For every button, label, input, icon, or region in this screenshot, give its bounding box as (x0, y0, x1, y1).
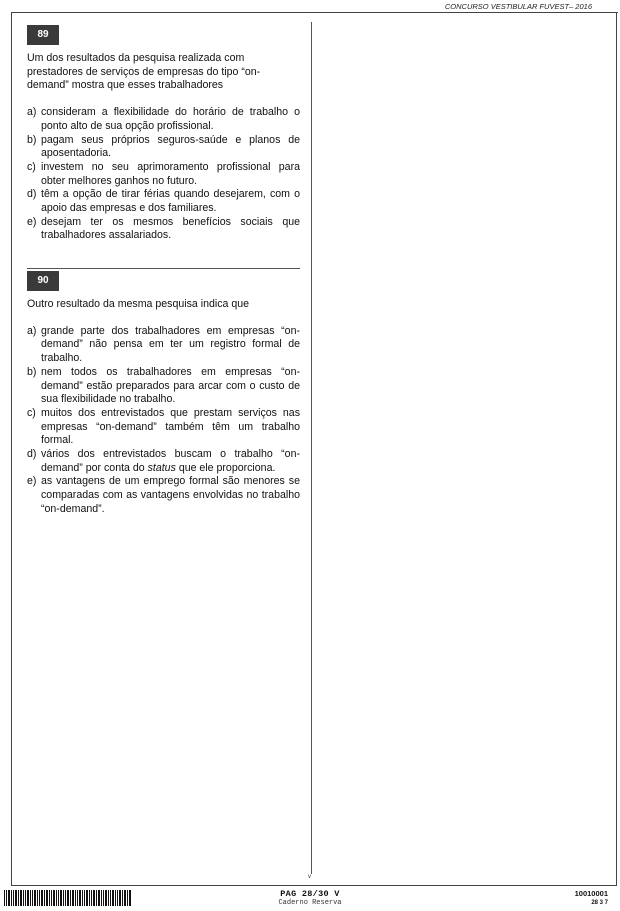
option-text: nem todos os trabalhadores em empresas “on-demand” estão preparados para arcar com o custo de sua flexibilidade no trabalho. (41, 365, 300, 406)
option-text: pagam seus próprios seguros-saúde e planos de aposentadoria. (41, 133, 300, 160)
option-text: consideram a flexibilidade do horário de trabalho o ponto alto de sua opção profissional. (41, 106, 300, 132)
option-label: e) (27, 215, 37, 228)
header-rule (11, 12, 618, 13)
option-label: d) (27, 188, 37, 201)
option-item (27, 188, 300, 215)
question-separator (27, 268, 300, 269)
options-list (27, 106, 300, 243)
option-item (27, 366, 300, 407)
option-label: d) (27, 448, 37, 461)
question-number-90: 90 (27, 271, 59, 291)
option-item (27, 161, 300, 188)
option-label: a) (27, 324, 37, 337)
option-label: a) (27, 106, 37, 119)
option-label: c) (27, 406, 36, 419)
option-item (27, 325, 300, 366)
option-text: as vantagens de um emprego formal são menores se comparadas com as vantagens envolvidas no trabalho “on-demand”. (41, 475, 300, 515)
option-item (27, 448, 300, 475)
options-list (27, 325, 300, 517)
option-text-part: vários dos entrevistados buscam o trabalho “on-demand” por conta do (41, 448, 300, 474)
page-left-border (11, 12, 12, 886)
question-number-89: 89 (27, 25, 59, 45)
option-text: desejam ter os mesmos benefícios sociais que trabalhadores assalariados. (41, 215, 300, 242)
sheet-code: 28 3 7 (591, 900, 608, 906)
page-footer (0, 889, 620, 907)
option-label: c) (27, 160, 36, 173)
page-number: PAG 28/30 V (280, 889, 340, 899)
option-item (27, 134, 300, 161)
option-text: investem no seu aprimoramento profissional para obter melhores ganhos no futuro. (41, 160, 300, 187)
option-item (27, 475, 300, 516)
option-text-part: que ele proporciona. (175, 461, 276, 474)
option-label: b) (27, 365, 37, 378)
option-item (27, 407, 300, 448)
option-text: têm a opção de tirar férias quando desejarem, com o apoio das empresas e dos familiares. (41, 188, 300, 215)
option-text: muitos dos entrevistados que prestam serviços nas empresas “on-demand” também têm um trabalho formal. (41, 406, 300, 447)
page-right-border (616, 12, 617, 886)
option-text (41, 448, 300, 475)
emphasized-word: status (147, 461, 176, 474)
option-text: grande parte dos trabalhadores em empresas “on-demand” não pensa em ter um registro formal de trabalho. (41, 324, 300, 365)
exam-header-title: CONCURSO VESTIBULAR FUVEST– 2016 (444, 2, 592, 11)
option-item (27, 106, 300, 133)
question-stem: Um dos resultados da pesquisa realizada com prestadores de serviços de empresas do tipo “on-demand” mostra que esses trabalhadores (27, 52, 261, 92)
column-divider (311, 22, 312, 874)
question-89 (27, 52, 300, 243)
booklet-code: 10010001 (574, 889, 608, 898)
option-label: e) (27, 475, 37, 488)
page-bottom-border (11, 885, 617, 886)
question-stem: Outro resultado da mesma pesquisa indica que (27, 298, 250, 310)
option-item (27, 216, 300, 243)
question-90 (27, 298, 300, 517)
booklet-label: Caderno Reserva (278, 899, 342, 907)
option-label: b) (27, 133, 37, 146)
footer-codes (575, 889, 608, 906)
column-marker: v (308, 874, 311, 880)
